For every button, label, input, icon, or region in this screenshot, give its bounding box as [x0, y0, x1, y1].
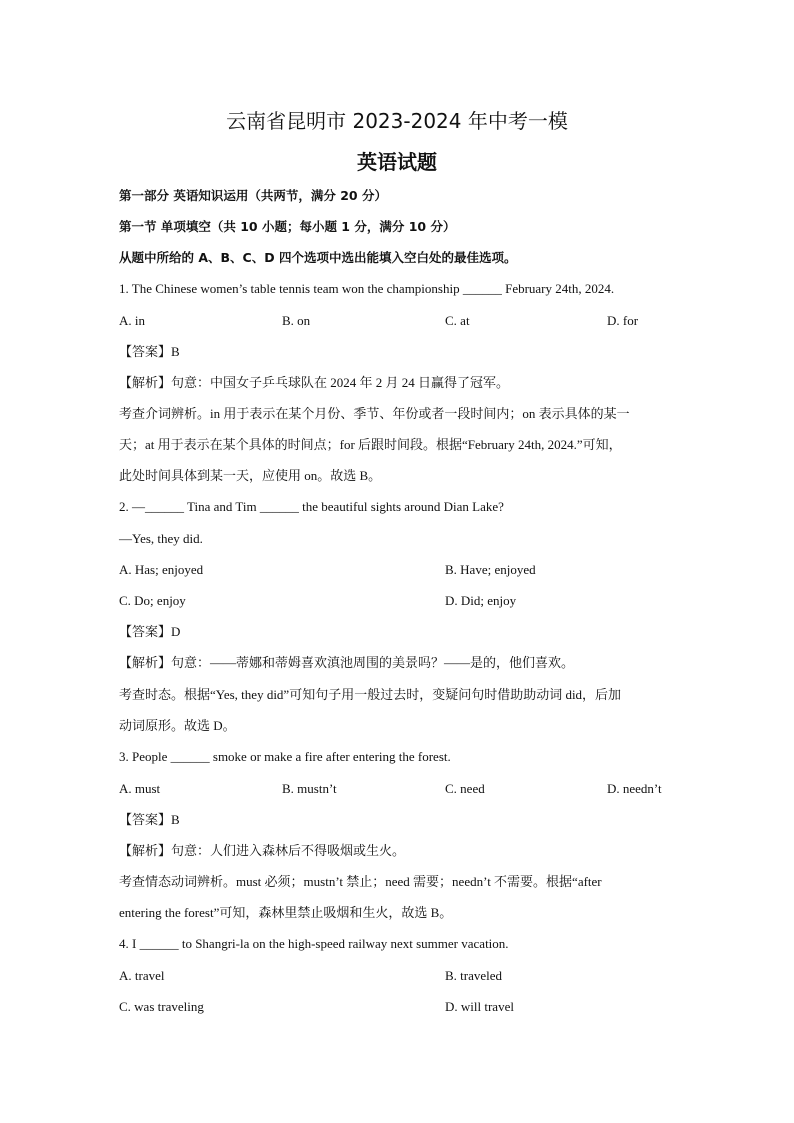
question-3-stem: 3. People ______ smoke or make a fire after entering the forest.	[119, 749, 451, 764]
q3-analysis-line: entering the forest”可知，森林里禁止吸烟和生火，故选 B。	[119, 905, 453, 920]
q1-analysis-line: 考查介词辨析。in 用于表示在某个月份、季节、年份或者一段时间内；on 表示具体的某一	[119, 406, 630, 421]
part-heading: 第一部分 英语知识运用（共两节，满分 20 分）	[119, 188, 387, 203]
q3-option-d: D. needn’t	[607, 781, 662, 796]
q1-option-b: B. on	[282, 313, 311, 328]
q2-analysis-line: 【解析】句意：——蒂娜和蒂姆喜欢滇池周围的美景吗？——是的，他们喜欢。	[119, 655, 575, 670]
instruction-text: 从题中所给的 A、B、C、D 四个选项中选出能填入空白处的最佳选项。	[119, 250, 517, 265]
q4-option-d: D. will travel	[445, 999, 514, 1014]
q2-analysis-line: 动词原形。故选 D。	[119, 718, 236, 733]
q1-answer: 【答案】B	[119, 344, 180, 359]
q2-option-a: A. Has; enjoyed	[119, 562, 204, 577]
question-4-stem: 4. I ______ to Shangri-la on the high-speed railway next summer vacation.	[119, 936, 509, 951]
q3-answer: 【答案】B	[119, 812, 180, 827]
q2-option-c: C. Do; enjoy	[119, 593, 186, 608]
q3-analysis-line: 【解析】句意：人们进入森林后不得吸烟或生火。	[119, 843, 406, 858]
q3-option-a: A. must	[119, 781, 161, 796]
q4-option-a: A. travel	[119, 968, 165, 983]
q1-option-c: C. at	[445, 313, 470, 328]
q4-option-c: C. was traveling	[119, 999, 204, 1014]
q1-analysis-line: 此处时间具体到某一天，应使用 on。故选 B。	[119, 468, 382, 483]
q4-option-b: B. traveled	[445, 968, 503, 983]
exam-subtitle: 英语试题	[357, 150, 437, 174]
q1-option-d: D. for	[607, 313, 639, 328]
question-1-stem: 1. The Chinese women’s table tennis team won the championship ______ February 24th, 2024.	[119, 281, 615, 296]
q2-option-d: D. Did; enjoy	[445, 593, 517, 608]
exam-title: 云南省昆明市 2023-2024 年中考一模	[226, 109, 568, 133]
subsection-heading: 第一节 单项填空（共 10 小题；每小题 1 分，满分 10 分）	[119, 219, 456, 234]
q2-analysis-line: 考查时态。根据“Yes, they did”可知句子用一般过去时，变疑问句时借助助动词 did，后加	[119, 687, 622, 702]
q3-option-c: C. need	[445, 781, 485, 796]
q3-analysis-line: 考查情态动词辨析。must 必须；mustn’t 禁止；need 需要；needn’t 不需要。根据“after	[119, 874, 602, 889]
q3-option-b: B. mustn’t	[282, 781, 337, 796]
question-2-stem: 2. —______ Tina and Tim ______ the beautiful sights around Dian Lake?	[119, 499, 504, 514]
q1-analysis-line: 天；at 用于表示在某个具体的时间点；for 后跟时间段。根据“February 24th, 2024.”可知，	[119, 437, 622, 452]
q2-reply: —Yes, they did.	[119, 531, 203, 546]
q2-option-b: B. Have; enjoyed	[445, 562, 536, 577]
q1-option-a: A. in	[119, 313, 145, 328]
q1-analysis-line: 【解析】句意：中国女子乒乓球队在 2024 年 2 月 24 日赢得了冠军。	[119, 375, 510, 390]
q2-answer: 【答案】D	[119, 624, 181, 639]
